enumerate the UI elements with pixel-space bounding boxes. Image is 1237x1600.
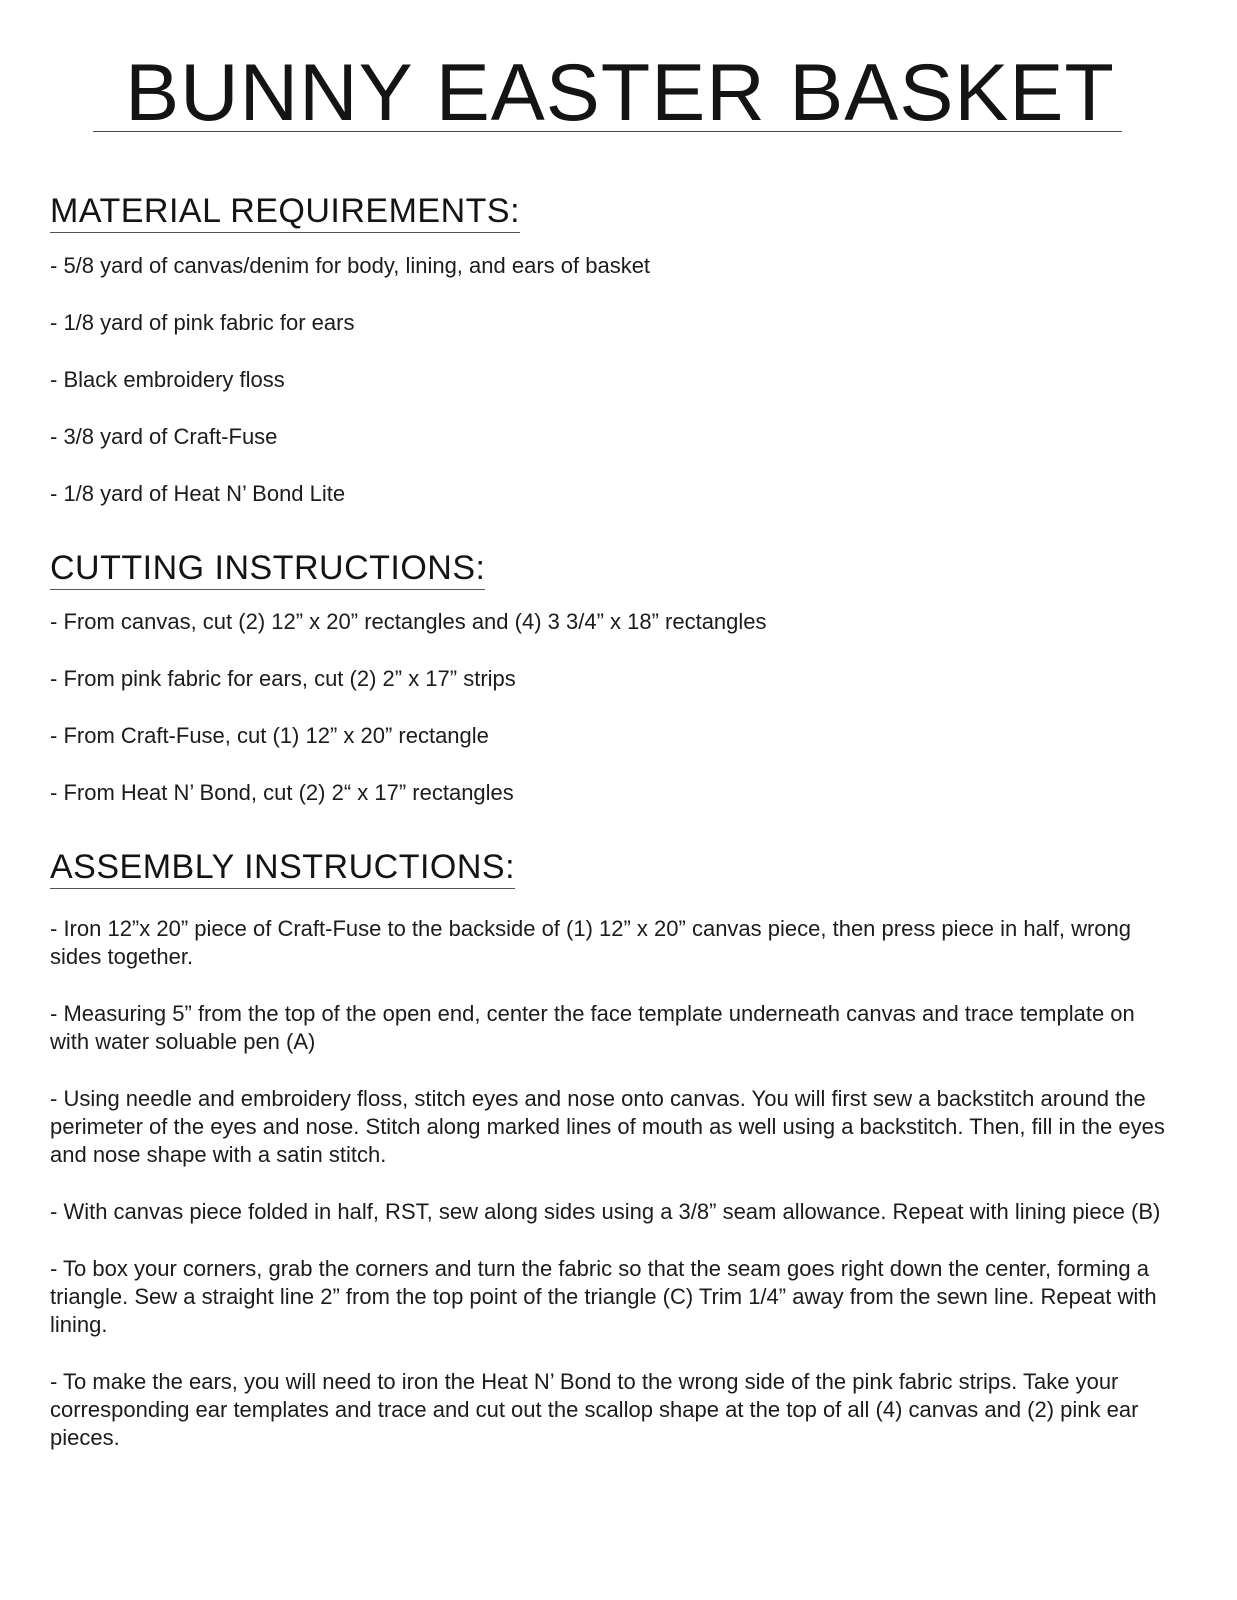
list-item: - 5/8 yard of canvas/denim for body, lining, and ears of basket [50, 253, 651, 278]
list-item: - Using needle and embroidery floss, stitch eyes and nose onto canvas. You will first sew a backstitch around the perimeter of the eyes and nose. Stitch along marked lines of mouth as well using a backstitch. Then, fill in the eyes and nose shape with a satin stitch. [50, 1086, 1165, 1167]
list-item: - To box your corners, grab the corners and turn the fabric so that the seam goes right down the center, forming a triangle. Sew a straight line 2” from the top point of the triangle (C) Trim 1/4” away from the sewn line. Repeat with lining. [50, 1256, 1157, 1337]
assembly-list [50, 915, 1190, 1452]
cutting-instructions-section [50, 547, 1190, 836]
list-item: - From canvas, cut (2) 12” x 20” rectangles and (4) 3 3/4” x 18” rectangles [50, 609, 767, 634]
cutting-instructions-heading: CUTTING INSTRUCTIONS: [50, 547, 485, 590]
list-item: - With canvas piece folded in half, RST, sew along sides using a 3/8” seam allowance. Repeat with lining piece (B) [50, 1199, 1161, 1224]
material-list [50, 252, 1190, 508]
material-requirements-heading: MATERIAL REQUIREMENTS: [50, 190, 520, 233]
list-item: - From pink fabric for ears, cut (2) 2” x 17” strips [50, 666, 516, 691]
list-item: - From Craft-Fuse, cut (1) 12” x 20” rectangle [50, 723, 489, 748]
page-title: BUNNY EASTER BASKET [125, 48, 1115, 138]
list-item: - Measuring 5” from the top of the open end, center the face template underneath canvas and trace template on with water soluable pen (A) [50, 1001, 1135, 1054]
list-item: - 3/8 yard of Craft-Fuse [50, 424, 278, 449]
list-item: - From Heat N’ Bond, cut (2) 2“ x 17” rectangles [50, 780, 514, 805]
material-requirements-section [50, 190, 1190, 537]
list-item: - To make the ears, you will need to iron the Heat N’ Bond to the wrong side of the pink fabric strips. Take your corresponding ear templates and trace and cut out the scallop shape at the top of all (4) canvas and (2) pink ear pieces. [50, 1369, 1139, 1450]
list-item: - 1/8 yard of Heat N’ Bond Lite [50, 481, 346, 506]
assembly-instructions-heading: ASSEMBLY INSTRUCTIONS: [50, 846, 515, 889]
list-item: - Black embroidery floss [50, 367, 285, 392]
list-item: - Iron 12”x 20” piece of Craft-Fuse to the backside of (1) 12” x 20” canvas piece, then press piece in half, wrong sides together. [50, 916, 1131, 969]
title-underline [93, 131, 1122, 132]
assembly-instructions-section [50, 846, 1190, 1481]
list-item: - 1/8 yard of pink fabric for ears [50, 310, 355, 335]
cutting-list [50, 608, 1190, 807]
